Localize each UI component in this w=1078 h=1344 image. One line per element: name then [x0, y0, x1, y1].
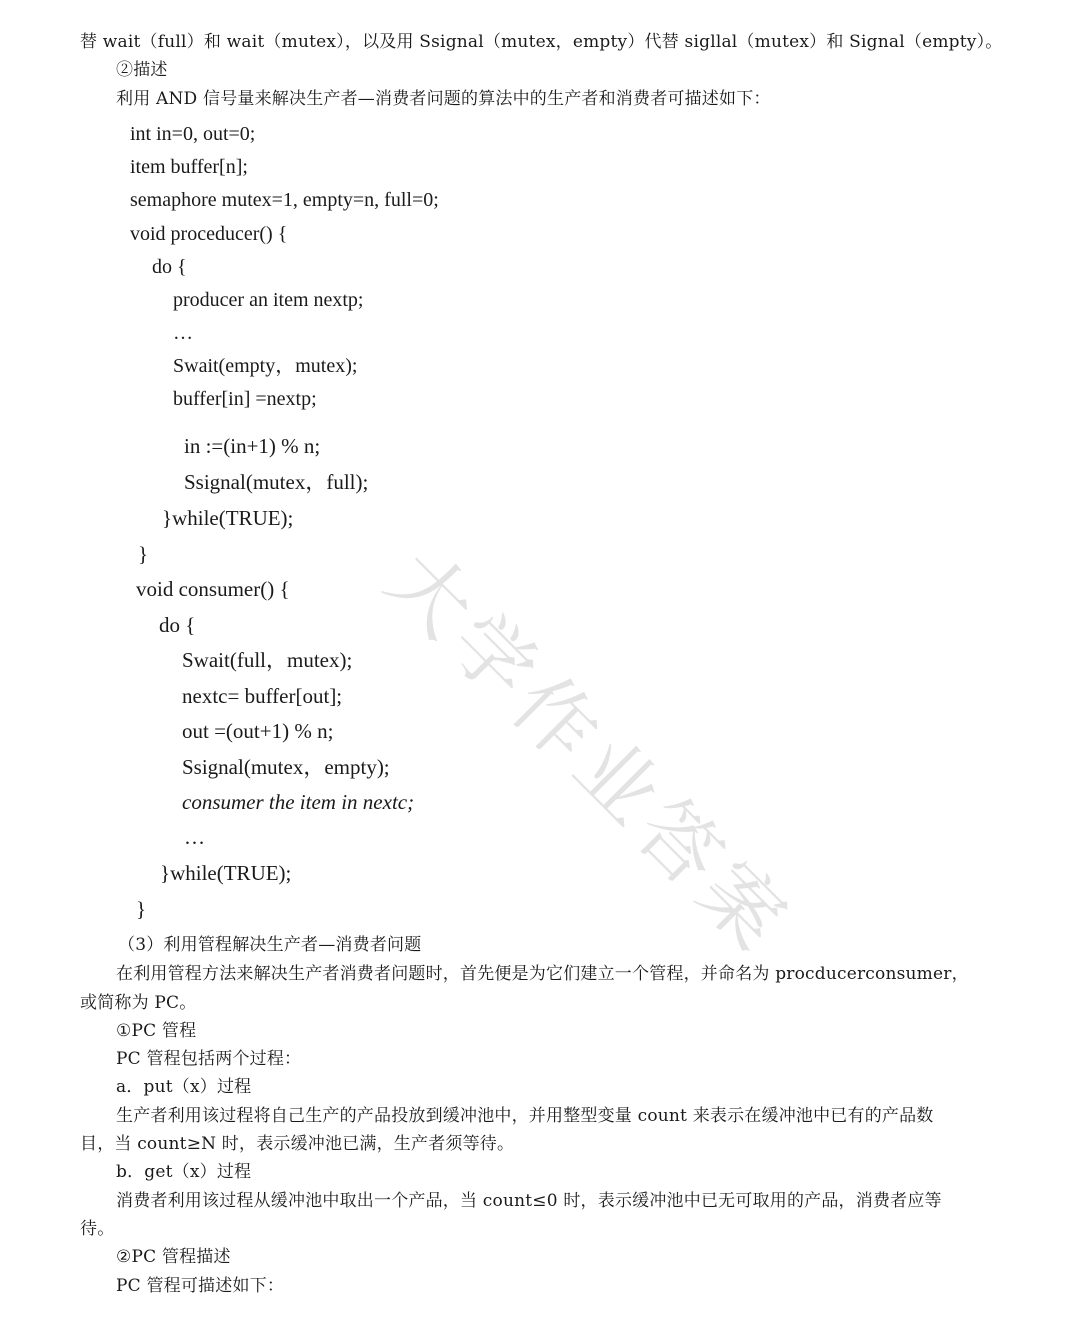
subheading-pc-monitor: ①PC 管程 — [116, 1021, 197, 1041]
code-line: out =(out+1) % n; — [182, 719, 334, 743]
code-line: } — [138, 542, 149, 566]
code-line: int in=0, out=0; — [130, 123, 256, 145]
code-line: void consumer() { — [136, 577, 290, 601]
code-line: … — [173, 322, 193, 344]
code-line: item buffer[n]; — [130, 156, 248, 178]
subheading-get: b．get（x）过程 — [116, 1162, 252, 1182]
code-line: }while(TRUE); — [162, 506, 294, 530]
code-line: consumer the item in nextc; — [182, 790, 415, 814]
text-line: PC 管程可描述如下： — [116, 1276, 285, 1296]
section-heading: （3）利用管程解决生产者—消费者问题 — [118, 935, 422, 955]
code-line: in :=(in+1) % n; — [184, 434, 321, 458]
subheading-put: a．put（x）过程 — [116, 1077, 252, 1097]
code-line: semaphore mutex=1, empty=n, full=0; — [130, 189, 439, 211]
watermark: 大学作业答案 — [369, 532, 809, 973]
text-line: 生产者利用该过程将自己生产的产品投放到缓冲池中，并用整型变量 count 来表示在缓冲池中已有的产品数 — [116, 1106, 934, 1126]
code-line: do { — [159, 613, 196, 637]
text-line: 消费者利用该过程从缓冲池中取出一个产品，当 count≤0 时，表示缓冲池中已无可取用的产品，消费者应等 — [116, 1191, 942, 1211]
subheading-description: ②描述 — [116, 60, 168, 80]
text-line: 待。 — [80, 1219, 115, 1239]
text-line-continuation: 替 wait（full）和 wait（mutex），以及用 Ssignal（mutex，empty）代替 sigllal（mutex）和 Signal（empty）。 — [80, 32, 1003, 52]
code-line: Ssignal(mutex，empty); — [182, 755, 390, 779]
code-line: } — [136, 897, 147, 921]
text-line: 在利用管程方法来解决生产者消费者问题时，首先便是为它们建立一个管程，并命名为 procducerconsumer， — [116, 964, 969, 984]
code-line: Swait(full，mutex); — [182, 648, 353, 672]
code-line: Ssignal(mutex，full); — [184, 470, 369, 494]
code-line: Swait(empty，mutex); — [173, 355, 358, 377]
text-line: PC 管程包括两个过程： — [116, 1049, 302, 1069]
code-line: do { — [152, 256, 187, 278]
text-line: 目，当 count≥N 时，表示缓冲池已满，生产者须等待。 — [80, 1134, 515, 1154]
code-line: buffer[in] =nextp; — [173, 388, 317, 410]
code-line: void proceducer() { — [130, 223, 288, 245]
text-line: 或简称为 PC。 — [80, 993, 197, 1013]
code-line: … — [184, 825, 205, 849]
code-line: producer an item nextp; — [173, 289, 364, 311]
code-line: }while(TRUE); — [160, 861, 292, 885]
text-line-intro: 利用 AND 信号量来解决生产者—消费者问题的算法中的生产者和消费者可描述如下： — [116, 89, 771, 109]
code-line: nextc= buffer[out]; — [182, 684, 343, 708]
subheading-pc-description: ②PC 管程描述 — [116, 1247, 231, 1267]
